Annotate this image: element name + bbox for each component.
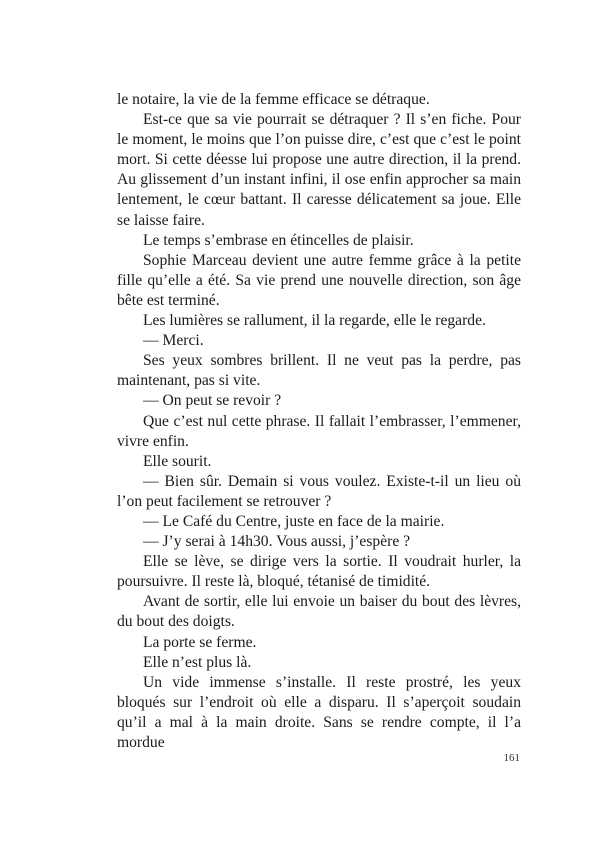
paragraph: le notaire, la vie de la femme efficace se détraque. [117, 91, 430, 108]
dialogue-line: — Merci. [143, 332, 204, 350]
paragraph: Les lumières se rallument, il la regarde, elle le regarde. [143, 312, 486, 330]
paragraph: La porte se ferme. [143, 633, 257, 651]
paragraph: Avant de sortir, elle lui envoie un baiser du bout des lèvres, du bout des doigts. [117, 593, 521, 631]
paragraph: Le temps s’embrase en étincelles de plaisir. [143, 231, 414, 249]
page-number: 161 [503, 752, 520, 764]
paragraph: Elle sourit. [143, 452, 212, 470]
dialogue-line: — J’y serai à 14h30. Vous aussi, j’espère ? [143, 533, 411, 551]
paragraph: Est-ce que sa vie pourrait se détraquer ? Il s’en fiche. Pour le moment, le moins que l’on puisse dire, c’est que c’est le point mort. Si cette déesse lui propose une autre direction, il la prend. Au glissement d’un instant infini, il ose enfin approcher sa main lentement, le cœur battant. Il caresse délicatement sa joue. Elle se laisse faire. [117, 111, 521, 229]
dialogue-line: — Bien sûr. Demain si vous voulez. Existe-t-il un lieu où l’on peut facilement se retrouver ? [117, 472, 521, 510]
paragraph: Que c’est nul cette phrase. Il fallait l’embrasser, l’emmener, vivre enfin. [117, 412, 521, 450]
dialogue-line: — On peut se revoir ? [143, 392, 282, 410]
dialogue-line: — Le Café du Centre, juste en face de la mairie. [143, 512, 445, 530]
body-text [117, 90, 521, 753]
paragraph: Un vide immense s’installe. Il reste prostré, les yeux bloqués sur l’endroit où elle a disparu. Il s’aperçoit soudain qu’il a mal à la main droite. Sans se rendre compte, il l’a mordue [117, 673, 521, 751]
paragraph: Elle n’est plus là. [143, 653, 252, 671]
paragraph: Ses yeux sombres brillent. Il ne veut pas la perdre, pas maintenant, pas si vite. [117, 352, 521, 390]
paragraph: Sophie Marceau devient une autre femme grâce à la petite fille qu’elle a été. Sa vie prend une nouvelle direction, son âge bête est terminé. [117, 251, 521, 309]
paragraph: Elle se lève, se dirige vers la sortie. Il voudrait hurler, la poursuivre. Il reste là, bloqué, tétanisé de timidité. [117, 553, 521, 591]
